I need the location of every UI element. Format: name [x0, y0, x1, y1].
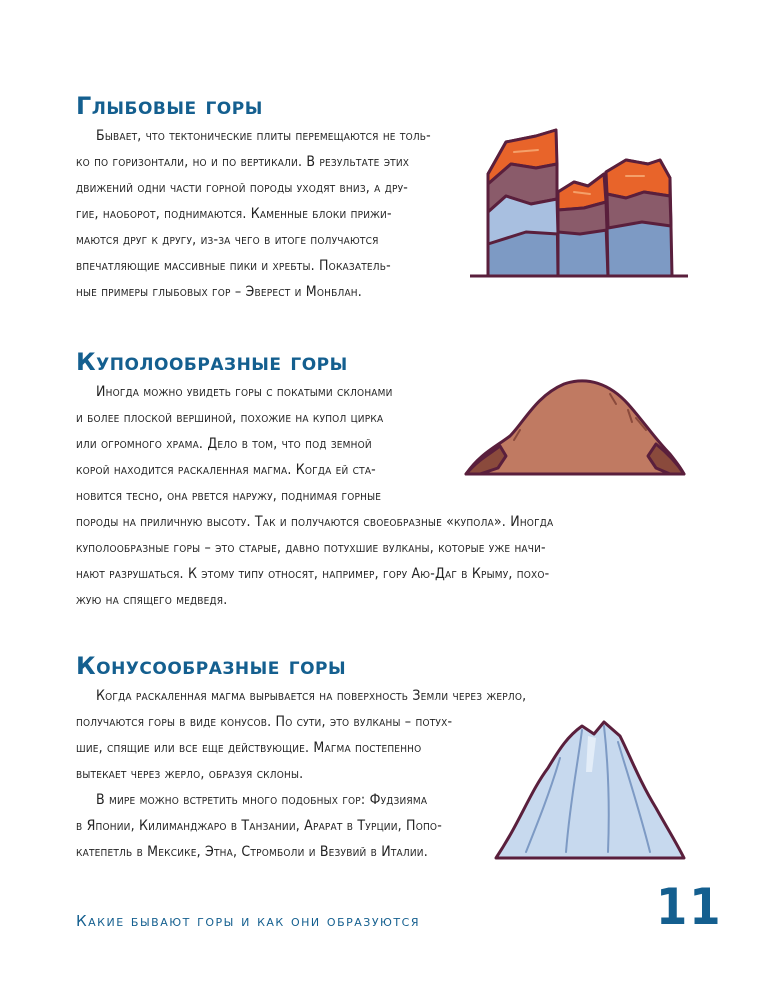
text-line: Когда раскаленная магма вырывается на поверхность Земли через жерло, [96, 688, 527, 704]
text-line: впечатляющие массивные пики и хребты. Показатель- [76, 258, 391, 274]
text-line: движений одни части горной породы уходят вниз, а дру- [76, 180, 409, 196]
block-mountains-illustration [466, 124, 692, 284]
cone-mountain-illustration [490, 712, 690, 862]
text-line: В мире можно встретить много подобных гор: Фудзияма [96, 792, 428, 808]
text-line: катепетль в Мексике, Этна, Стромболи и Везувий в Италии. [76, 844, 428, 860]
text-line: новится тесно, она рвется наружу, поднимая горные [76, 488, 382, 504]
text-line: ко по горизонтали, но и по вертикали. В результате этих [76, 154, 410, 170]
text-line: куполообразные горы – это старые, давно потухшие вулканы, которые уже начи- [76, 540, 546, 556]
footer-running-title: Какие бывают горы и как они образуются [76, 912, 420, 930]
text-line: ные примеры глыбовых гор – Эверест и Монблан. [76, 284, 362, 300]
text-line: маются друг к другу, из-за чего в итоге получаются [76, 232, 379, 248]
text-line: в Японии, Килиманджаро в Танзании, Арарат в Турции, Попо- [76, 818, 442, 834]
text-line: породы на приличную высоту. Так и получаются своеобразные «купола». Иногда [76, 514, 554, 530]
text-line: вытекает через жерло, образуя склоны. [76, 766, 304, 782]
text-line: или огромного храма. Дело в том, что под земной [76, 436, 372, 452]
text-line: корой находится раскаленная магма. Когда ей ста- [76, 462, 376, 478]
text-line: получаются горы в виде конусов. По сути, это вулканы – потух- [76, 714, 453, 730]
page-number: 11 [656, 878, 723, 936]
text-line: жую на спящего медведя. [76, 592, 228, 608]
text-line: Бывает, что тектонические плиты перемещаются не толь- [96, 128, 431, 144]
section-title-block-mountains: Глыбовые горы [76, 92, 263, 120]
section-title-dome-mountains: Куполообразные горы [76, 348, 348, 376]
dome-mountain-illustration [460, 374, 688, 480]
text-line: шие, спящие или все еще действующие. Магма постепенно [76, 740, 422, 756]
text-line: нают разрушаться. К этому типу относят, например, гору Аю-Даг в Крыму, похо- [76, 566, 550, 582]
text-line: и более плоской вершиной, похожие на купол цирка [76, 410, 384, 426]
section-title-cone-mountains: Конусообразные горы [76, 652, 347, 680]
text-line: гие, наоборот, поднимаются. Каменные блоки прижи- [76, 206, 392, 222]
text-line: Иногда можно увидеть горы с покатыми склонами [96, 384, 393, 400]
